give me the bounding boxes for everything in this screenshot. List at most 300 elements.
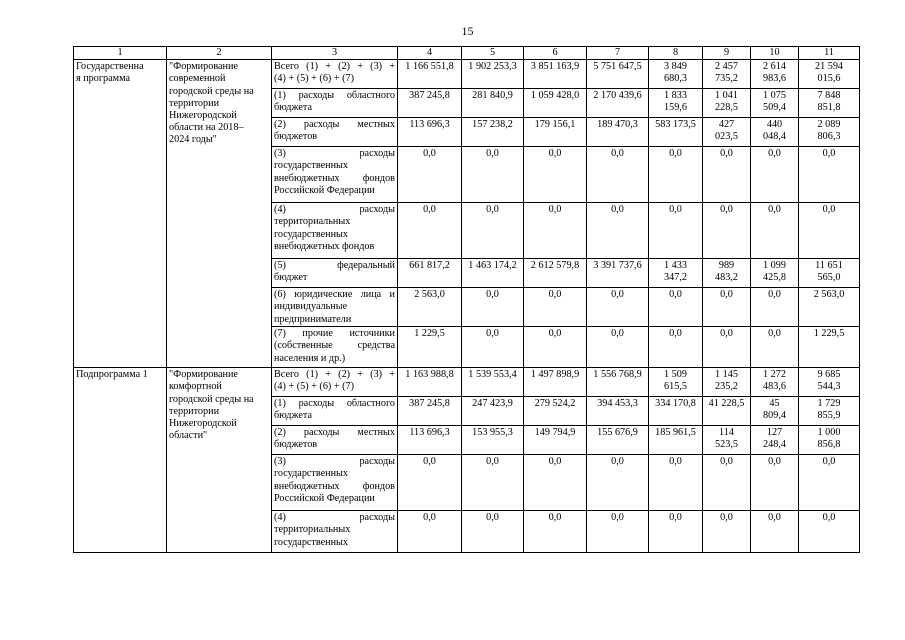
value-line: 0,0	[768, 289, 781, 301]
funding-source-cell	[272, 118, 398, 147]
value-line: 1 099	[763, 260, 786, 272]
entity-cell	[74, 60, 167, 368]
table-row	[74, 368, 860, 397]
funding-source-line: (6) юридические лица и	[274, 289, 395, 301]
value-cell	[799, 397, 860, 426]
funding-source-cell	[272, 203, 398, 259]
value-cell	[799, 288, 860, 327]
value-cell	[524, 288, 587, 327]
value-cell	[751, 511, 799, 553]
funding-source-line: Всего (1) + (2) + (3) +	[274, 61, 395, 73]
value-line: 0,0	[486, 204, 499, 216]
funding-source-line: Всего (1) + (2) + (3) +	[274, 369, 395, 381]
value-line: 1 272	[763, 369, 786, 381]
value-line: 1 556 768,9	[593, 369, 642, 381]
funding-source-cell	[272, 368, 398, 397]
value-cell	[587, 288, 649, 327]
value-line: 2 089	[817, 119, 841, 131]
funding-source-line: (5) федеральный	[274, 260, 395, 272]
value-cell	[587, 259, 649, 288]
value-line: 0,0	[669, 512, 682, 524]
value-cell	[587, 397, 649, 426]
program-name-line: комфортной	[169, 381, 222, 393]
funding-source-line: бюджетов	[274, 131, 318, 143]
funding-source-line: государственных	[274, 228, 348, 240]
value-line: 0,0	[548, 204, 562, 216]
value-line: 583 173,5	[655, 119, 696, 131]
value-line: 1 163 988,8	[405, 369, 454, 381]
value-cell	[751, 397, 799, 426]
value-line: 248,4	[763, 439, 786, 451]
value-line: 1 229,5	[813, 328, 845, 340]
value-cell	[703, 89, 751, 118]
value-cell	[799, 511, 860, 553]
funding-source-cell	[272, 259, 398, 288]
value-line: 048,4	[763, 131, 786, 143]
value-line: 1 509	[664, 369, 687, 381]
value-line: 427	[718, 119, 735, 131]
value-cell	[649, 118, 703, 147]
value-line: 0,0	[423, 148, 436, 160]
value-cell	[398, 455, 462, 511]
value-cell	[799, 147, 860, 203]
funding-source-cell	[272, 89, 398, 118]
funding-source-line: (4) + (5) + (6) + (7)	[274, 73, 355, 85]
value-cell	[703, 203, 751, 259]
value-line: 179 156,1	[534, 119, 576, 131]
value-line: 7 848	[817, 90, 841, 102]
value-line: 127	[766, 427, 783, 439]
value-line: 279 524,2	[534, 398, 576, 410]
value-line: 0,0	[611, 204, 624, 216]
value-line: 0,0	[822, 204, 836, 216]
value-line: 0,0	[423, 512, 436, 524]
value-cell	[703, 368, 751, 397]
value-line: 155 676,9	[597, 427, 638, 439]
value-line: 1 497 898,9	[530, 369, 580, 381]
value-cell	[398, 203, 462, 259]
value-line: 1 463 174,2	[468, 260, 517, 272]
value-line: 21 594	[814, 61, 843, 73]
funding-source-line: внебюджетных фондов	[274, 480, 395, 492]
header-cell: 3	[272, 47, 398, 60]
value-cell	[524, 147, 587, 203]
value-cell	[649, 288, 703, 327]
value-line: 806,3	[817, 131, 841, 143]
funding-source-line: государственных	[274, 160, 348, 172]
value-line: 983,6	[763, 73, 786, 85]
funding-source-line: индивидуальные	[274, 301, 348, 313]
funding-source-line: (7) прочие источники	[274, 328, 395, 340]
value-cell	[703, 327, 751, 368]
value-line: 015,6	[817, 73, 841, 85]
funding-source-line: бюджетов	[274, 439, 318, 451]
value-line: 1 059 428,0	[530, 90, 580, 102]
value-line: 235,2	[715, 381, 738, 393]
value-line: 1 145	[715, 369, 738, 381]
funding-source-line: государственных	[274, 536, 348, 548]
value-line: 615,5	[664, 381, 687, 393]
value-cell	[649, 259, 703, 288]
value-cell	[587, 118, 649, 147]
funding-source-line: бюджета	[274, 410, 312, 422]
funding-source-line: бюджет	[274, 272, 308, 284]
value-line: 347,2	[664, 272, 687, 284]
value-cell	[649, 368, 703, 397]
value-cell	[524, 426, 587, 455]
program-name-line: Нижегородской	[169, 110, 237, 122]
funding-source-cell	[272, 426, 398, 455]
value-cell	[751, 455, 799, 511]
value-line: 0,0	[548, 328, 562, 340]
value-line: 483,6	[763, 381, 786, 393]
value-line: 1 041	[715, 90, 738, 102]
header-cell: 9	[703, 47, 751, 60]
value-line: 809,4	[763, 410, 786, 422]
value-line: 3 391 737,6	[593, 260, 642, 272]
value-cell	[703, 60, 751, 89]
value-line: 157 238,2	[472, 119, 513, 131]
budget-table	[73, 46, 860, 553]
value-line: 1 229,5	[414, 328, 445, 340]
funding-source-cell	[272, 397, 398, 426]
value-cell	[703, 147, 751, 203]
funding-source-line: (4) расходы	[274, 204, 395, 216]
value-cell	[703, 426, 751, 455]
value-line: 45	[769, 398, 780, 410]
value-cell	[703, 259, 751, 288]
value-cell	[587, 89, 649, 118]
value-cell	[398, 60, 462, 89]
value-cell	[751, 327, 799, 368]
value-cell	[587, 203, 649, 259]
value-cell	[462, 455, 524, 511]
entity-line: Государственна	[76, 61, 144, 73]
value-line: 0,0	[548, 456, 562, 468]
value-cell	[751, 368, 799, 397]
value-cell	[649, 147, 703, 203]
value-line: 483,2	[715, 272, 738, 284]
funding-source-line: внебюджетных фондов	[274, 240, 375, 252]
funding-source-line: бюджета	[274, 102, 312, 114]
value-cell	[587, 368, 649, 397]
value-cell	[751, 118, 799, 147]
value-cell	[524, 118, 587, 147]
value-cell	[462, 327, 524, 368]
value-cell	[587, 327, 649, 368]
value-line: 5 751 647,5	[593, 61, 642, 73]
funding-source-cell	[272, 147, 398, 203]
value-line: 247 423,9	[472, 398, 513, 410]
header-cell: 10	[751, 47, 799, 60]
value-line: 3 849	[664, 61, 687, 73]
value-line: 523,5	[715, 439, 738, 451]
funding-source-line: (1) расходы областного	[274, 90, 395, 102]
value-line: 0,0	[611, 512, 624, 524]
value-line: 0,0	[720, 512, 733, 524]
value-cell	[751, 203, 799, 259]
program-name-line: области на 2018–	[169, 122, 244, 134]
value-line: 0,0	[720, 289, 733, 301]
value-line: 0,0	[486, 512, 499, 524]
value-cell	[587, 60, 649, 89]
program-name-line: территории	[169, 405, 220, 417]
value-cell	[799, 203, 860, 259]
program-name-line: "Формирование	[169, 369, 238, 381]
value-line: 1 902 253,3	[468, 61, 517, 73]
value-cell	[462, 259, 524, 288]
value-line: 1 729	[817, 398, 841, 410]
value-cell	[524, 511, 587, 553]
value-cell	[703, 288, 751, 327]
value-line: 281 840,9	[472, 90, 513, 102]
header-row	[74, 47, 860, 60]
funding-source-line: территориальных	[274, 524, 351, 536]
value-line: 9 685	[817, 369, 841, 381]
value-line: 0,0	[768, 148, 781, 160]
value-line: 565,0	[817, 272, 841, 284]
header-cell: 11	[799, 47, 860, 60]
value-cell	[462, 203, 524, 259]
value-cell	[524, 60, 587, 89]
entity-line: Подпрограмма 1	[76, 369, 148, 381]
value-line: 387 245,8	[409, 90, 450, 102]
funding-source-line: населения и др.)	[274, 352, 346, 364]
value-cell	[587, 455, 649, 511]
value-line: 189 470,3	[597, 119, 638, 131]
value-line: 509,4	[763, 102, 786, 114]
funding-source-cell	[272, 60, 398, 89]
value-line: 153 955,3	[472, 427, 513, 439]
value-line: 0,0	[822, 456, 836, 468]
header-cell: 2	[167, 47, 272, 60]
value-cell	[398, 89, 462, 118]
value-cell	[398, 426, 462, 455]
value-line: 2 612 579,8	[530, 260, 580, 272]
value-line: 1 075	[763, 90, 786, 102]
value-cell	[462, 397, 524, 426]
value-line: 0,0	[768, 456, 781, 468]
value-cell	[703, 455, 751, 511]
funding-source-line: (3) расходы	[274, 148, 395, 160]
value-cell	[649, 89, 703, 118]
value-cell	[799, 426, 860, 455]
program-name-line: "Формирование	[169, 61, 238, 73]
value-line: 0,0	[486, 148, 499, 160]
value-line: 0,0	[669, 148, 682, 160]
value-line: 0,0	[720, 328, 733, 340]
value-cell	[524, 455, 587, 511]
value-line: 149 794,9	[534, 427, 576, 439]
value-line: 2 614	[763, 61, 786, 73]
header-cell: 1	[74, 47, 167, 60]
value-cell	[398, 368, 462, 397]
value-line: 0,0	[720, 148, 733, 160]
value-cell	[524, 89, 587, 118]
value-line: 0,0	[611, 289, 624, 301]
value-line: 2 457	[715, 61, 738, 73]
value-line: 1 433	[664, 260, 687, 272]
program-name-line: области"	[169, 430, 208, 442]
value-line: 0,0	[486, 289, 499, 301]
value-cell	[799, 455, 860, 511]
table-row	[74, 60, 860, 89]
value-line: 0,0	[768, 512, 781, 524]
value-line: 0,0	[720, 204, 733, 216]
value-cell	[751, 60, 799, 89]
value-line: 425,8	[763, 272, 786, 284]
funding-source-cell	[272, 455, 398, 511]
value-cell	[398, 147, 462, 203]
value-cell	[751, 259, 799, 288]
value-cell	[587, 426, 649, 455]
value-line: 0,0	[611, 456, 624, 468]
value-cell	[649, 203, 703, 259]
value-cell	[649, 327, 703, 368]
value-line: 855,9	[817, 410, 841, 422]
program-name-line: городской среды на	[169, 393, 254, 405]
value-cell	[462, 368, 524, 397]
value-line: 0,0	[669, 328, 682, 340]
value-line: 856,8	[817, 439, 841, 451]
value-line: 113 696,3	[409, 119, 450, 131]
value-cell	[462, 60, 524, 89]
header-cell: 5	[462, 47, 524, 60]
value-cell	[751, 426, 799, 455]
value-cell	[751, 147, 799, 203]
program-name-line: современной	[169, 73, 226, 85]
program-name-cell	[167, 60, 272, 368]
funding-source-cell	[272, 327, 398, 368]
funding-source-line: (2) расходы местных	[274, 119, 395, 131]
value-cell	[524, 203, 587, 259]
value-line: 387 245,8	[409, 398, 450, 410]
entity-line: я программа	[76, 73, 131, 85]
value-line: 544,3	[817, 381, 841, 393]
value-cell	[398, 397, 462, 426]
value-cell	[524, 397, 587, 426]
value-cell	[799, 368, 860, 397]
value-cell	[649, 511, 703, 553]
value-cell	[649, 426, 703, 455]
program-name-line: городской среды на	[169, 85, 254, 97]
value-line: 0,0	[548, 512, 562, 524]
value-cell	[462, 511, 524, 553]
funding-source-line: Российской Федерации	[274, 492, 375, 504]
value-line: 159,6	[664, 102, 687, 114]
program-name-line: 2024 годы"	[169, 134, 217, 146]
value-line: 680,3	[664, 73, 687, 85]
value-line: 0,0	[720, 456, 733, 468]
value-cell	[587, 511, 649, 553]
value-line: 334 170,8	[655, 398, 696, 410]
value-cell	[462, 147, 524, 203]
header-cell: 6	[524, 47, 587, 60]
value-cell	[462, 118, 524, 147]
program-name-cell	[167, 368, 272, 553]
value-line: 735,2	[715, 73, 738, 85]
value-cell	[799, 60, 860, 89]
value-cell	[462, 89, 524, 118]
value-cell	[649, 455, 703, 511]
value-line: 1 833	[664, 90, 687, 102]
value-cell	[751, 89, 799, 118]
value-line: 0,0	[423, 204, 436, 216]
page-number: 15	[461, 24, 474, 38]
value-line: 1 539 553,4	[468, 369, 517, 381]
value-line: 3 851 163,9	[530, 61, 580, 73]
value-cell	[398, 259, 462, 288]
value-cell	[649, 60, 703, 89]
value-line: 0,0	[669, 289, 682, 301]
value-line: 1 000	[817, 427, 841, 439]
value-line: 228,5	[715, 102, 738, 114]
value-cell	[398, 288, 462, 327]
value-line: 023,5	[715, 131, 738, 143]
funding-source-cell	[272, 511, 398, 553]
program-name-line: территории	[169, 97, 220, 109]
funding-source-line: (4) расходы	[274, 512, 395, 524]
value-cell	[799, 327, 860, 368]
value-cell	[799, 259, 860, 288]
value-line: 2 563,0	[813, 289, 845, 301]
value-line: 0,0	[669, 456, 682, 468]
value-line: 0,0	[669, 204, 682, 216]
funding-source-line: государственных	[274, 468, 348, 480]
value-cell	[462, 426, 524, 455]
table-body	[74, 47, 860, 553]
value-cell	[398, 118, 462, 147]
value-line: 661 817,2	[409, 260, 450, 272]
funding-source-line: (собственные средства	[274, 340, 395, 352]
value-cell	[751, 288, 799, 327]
value-line: 0,0	[611, 148, 624, 160]
funding-source-line: предприниматели	[274, 313, 352, 325]
value-cell	[524, 368, 587, 397]
value-line: 0,0	[486, 456, 499, 468]
funding-source-line: (3) расходы	[274, 456, 395, 468]
value-cell	[799, 118, 860, 147]
value-line: 113 696,3	[409, 427, 450, 439]
funding-source-line: (1) расходы областного	[274, 398, 395, 410]
value-cell	[524, 259, 587, 288]
value-cell	[649, 397, 703, 426]
value-line: 1 166 551,8	[405, 61, 454, 73]
value-cell	[703, 511, 751, 553]
funding-source-line: внебюджетных фондов	[274, 172, 395, 184]
value-line: 0,0	[768, 328, 781, 340]
value-line: 989	[718, 260, 735, 272]
value-line: 0,0	[611, 328, 624, 340]
header-cell: 8	[649, 47, 703, 60]
value-line: 0,0	[822, 148, 836, 160]
value-cell	[799, 89, 860, 118]
value-line: 0,0	[822, 512, 836, 524]
funding-source-line: Российской Федерации	[274, 184, 375, 196]
funding-source-line: (4) + (5) + (6) + (7)	[274, 381, 355, 393]
value-cell	[398, 327, 462, 368]
entity-cell	[74, 368, 167, 553]
value-cell	[524, 327, 587, 368]
value-line: 185 961,5	[655, 427, 696, 439]
value-line: 2 170 439,6	[593, 90, 642, 102]
program-name-line: Нижегородской	[169, 418, 237, 430]
value-line: 114	[719, 427, 734, 439]
value-cell	[587, 147, 649, 203]
value-line: 0,0	[486, 328, 499, 340]
funding-source-line: (2) расходы местных	[274, 427, 395, 439]
value-line: 851,8	[817, 102, 841, 114]
